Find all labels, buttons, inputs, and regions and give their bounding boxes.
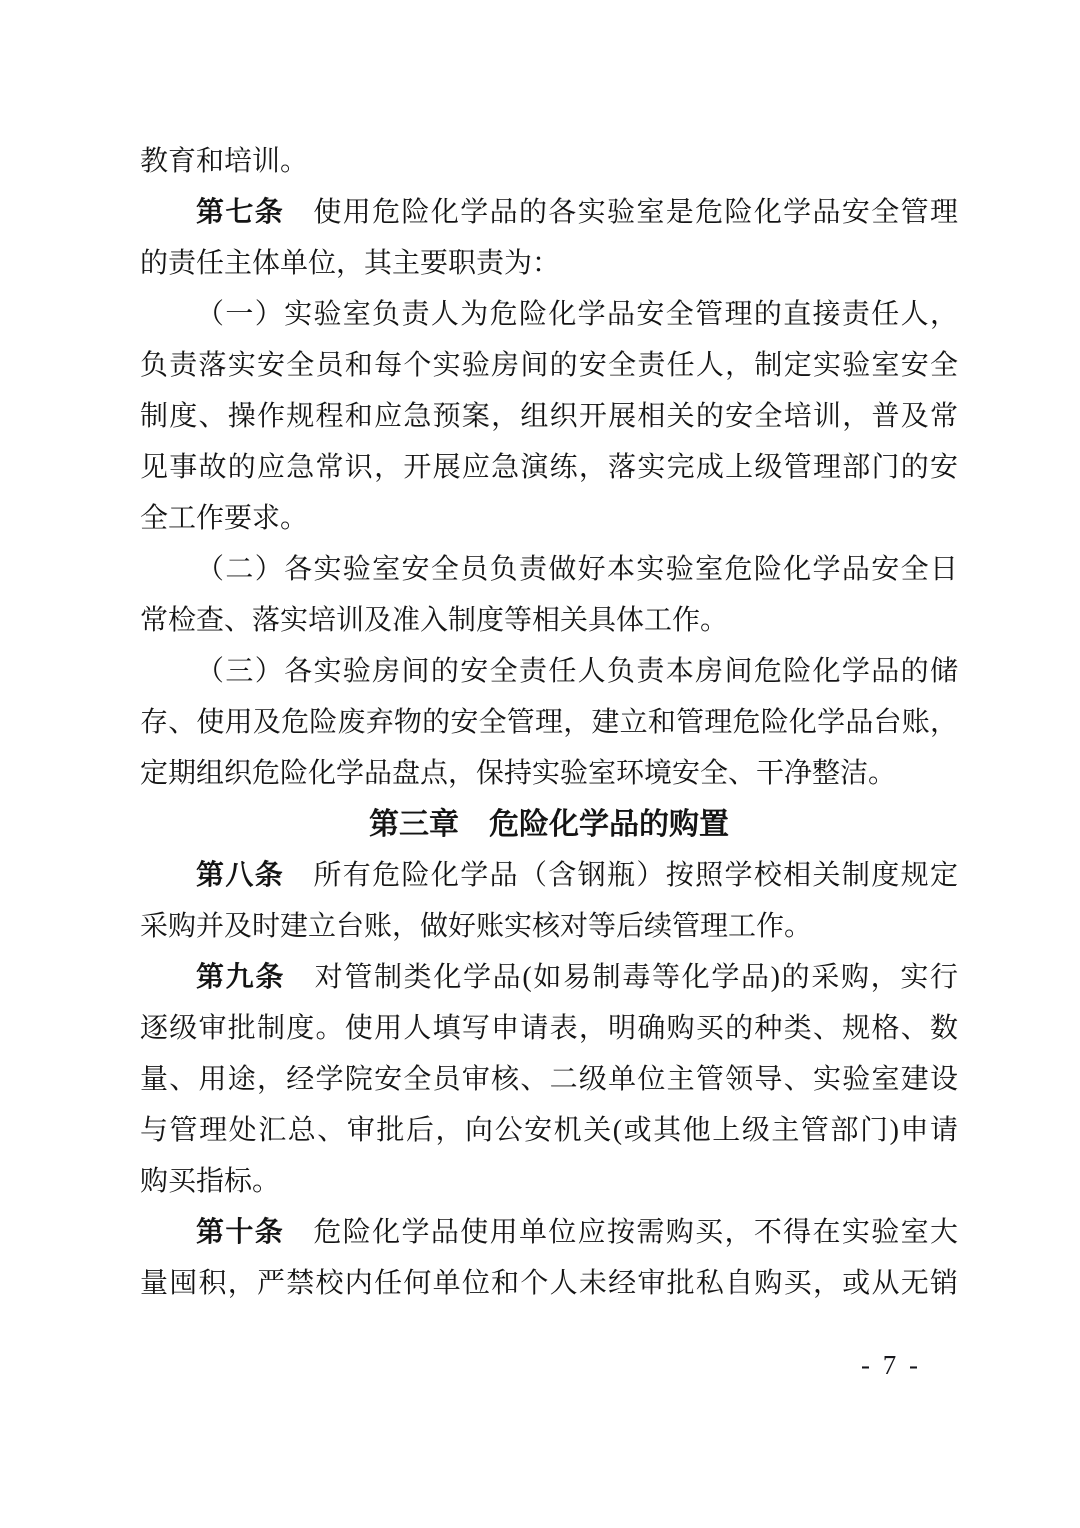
- text-line: [140, 952, 958, 1003]
- text-line: [140, 1207, 958, 1258]
- line-text: 量囤积，严禁校内任何单位和个人未经审批私自购买，或从无销: [140, 1268, 958, 1299]
- line-text: 危险化学品使用单位应按需购买，不得在实验室大: [284, 1217, 958, 1248]
- line-text: （三）各实验房间的安全责任人负责本房间危险化学品的储: [196, 656, 958, 687]
- line-text: 对管制类化学品(如易制毒等化学品)的采购，实行: [285, 962, 958, 993]
- article-number: 第九条: [196, 962, 285, 993]
- page-number: - 7 -: [861, 1350, 921, 1380]
- text-line: [140, 1105, 958, 1156]
- article-number: 第八条: [196, 860, 285, 891]
- line-text: 量、用途，经学院安全员审核、二级单位主管领导、实验室建设: [140, 1064, 958, 1095]
- text-line: [140, 595, 958, 646]
- text-line: [140, 1258, 958, 1309]
- line-text: 制度、操作规程和应急预案，组织开展相关的安全培训，普及常: [140, 401, 958, 432]
- line-text: 购买指标。: [140, 1166, 281, 1197]
- text-line: [140, 289, 958, 340]
- line-text: 采购并及时建立台账，做好账实核对等后续管理工作。: [140, 911, 813, 942]
- text-line: [140, 646, 958, 697]
- line-text: 全工作要求。: [140, 503, 309, 534]
- text-line: [140, 1003, 958, 1054]
- text-line: [140, 391, 958, 442]
- text-content: [140, 136, 958, 1309]
- text-line: [140, 1156, 958, 1207]
- text-line: [140, 1054, 958, 1105]
- chapter-heading: [140, 799, 958, 850]
- line-text: 负责落实安全员和每个实验房间的安全责任人，制定实验室安全: [140, 350, 958, 381]
- text-line: [140, 493, 958, 544]
- line-text: 使用危险化学品的各实验室是危险化学品安全管理: [284, 197, 958, 228]
- line-text: 的责任主体单位，其主要职责为：: [140, 248, 561, 279]
- line-text: 与管理处汇总、审批后，向公安机关(或其他上级主管部门)申请: [140, 1115, 958, 1146]
- text-line: [140, 748, 958, 799]
- text-line: [140, 442, 958, 493]
- line-text: （二）各实验室安全员负责做好本实验室危险化学品安全日: [196, 554, 958, 585]
- text-line: [140, 901, 958, 952]
- text-line: [140, 136, 958, 187]
- text-line: [140, 340, 958, 391]
- line-text: 常检查、落实培训及准入制度等相关具体工作。: [140, 605, 729, 636]
- chapter-heading-text: 第三章 危险化学品的购置: [369, 808, 729, 841]
- article-number: 第七条: [196, 197, 285, 228]
- line-text: （一）实验室负责人为危险化学品安全管理的直接责任人，: [196, 299, 958, 330]
- line-text: 教育和培训。: [140, 146, 309, 177]
- text-line: [140, 697, 958, 748]
- text-line: [140, 187, 958, 238]
- line-text: 逐级审批制度。使用人填写申请表，明确购买的种类、规格、数: [140, 1013, 958, 1044]
- article-number: 第十条: [196, 1217, 285, 1248]
- line-text: 存、使用及危险废弃物的安全管理，建立和管理危险化学品台账，: [140, 707, 958, 738]
- text-line: [140, 544, 958, 595]
- line-text: 见事故的应急常识，开展应急演练，落实完成上级管理部门的安: [140, 452, 958, 483]
- line-text: 定期组织危险化学品盘点，保持实验室环境安全、干净整洁。: [140, 758, 897, 789]
- text-line: [140, 850, 958, 901]
- text-line: [140, 238, 958, 289]
- line-text: 所有危险化学品（含钢瓶）按照学校相关制度规定: [284, 860, 958, 891]
